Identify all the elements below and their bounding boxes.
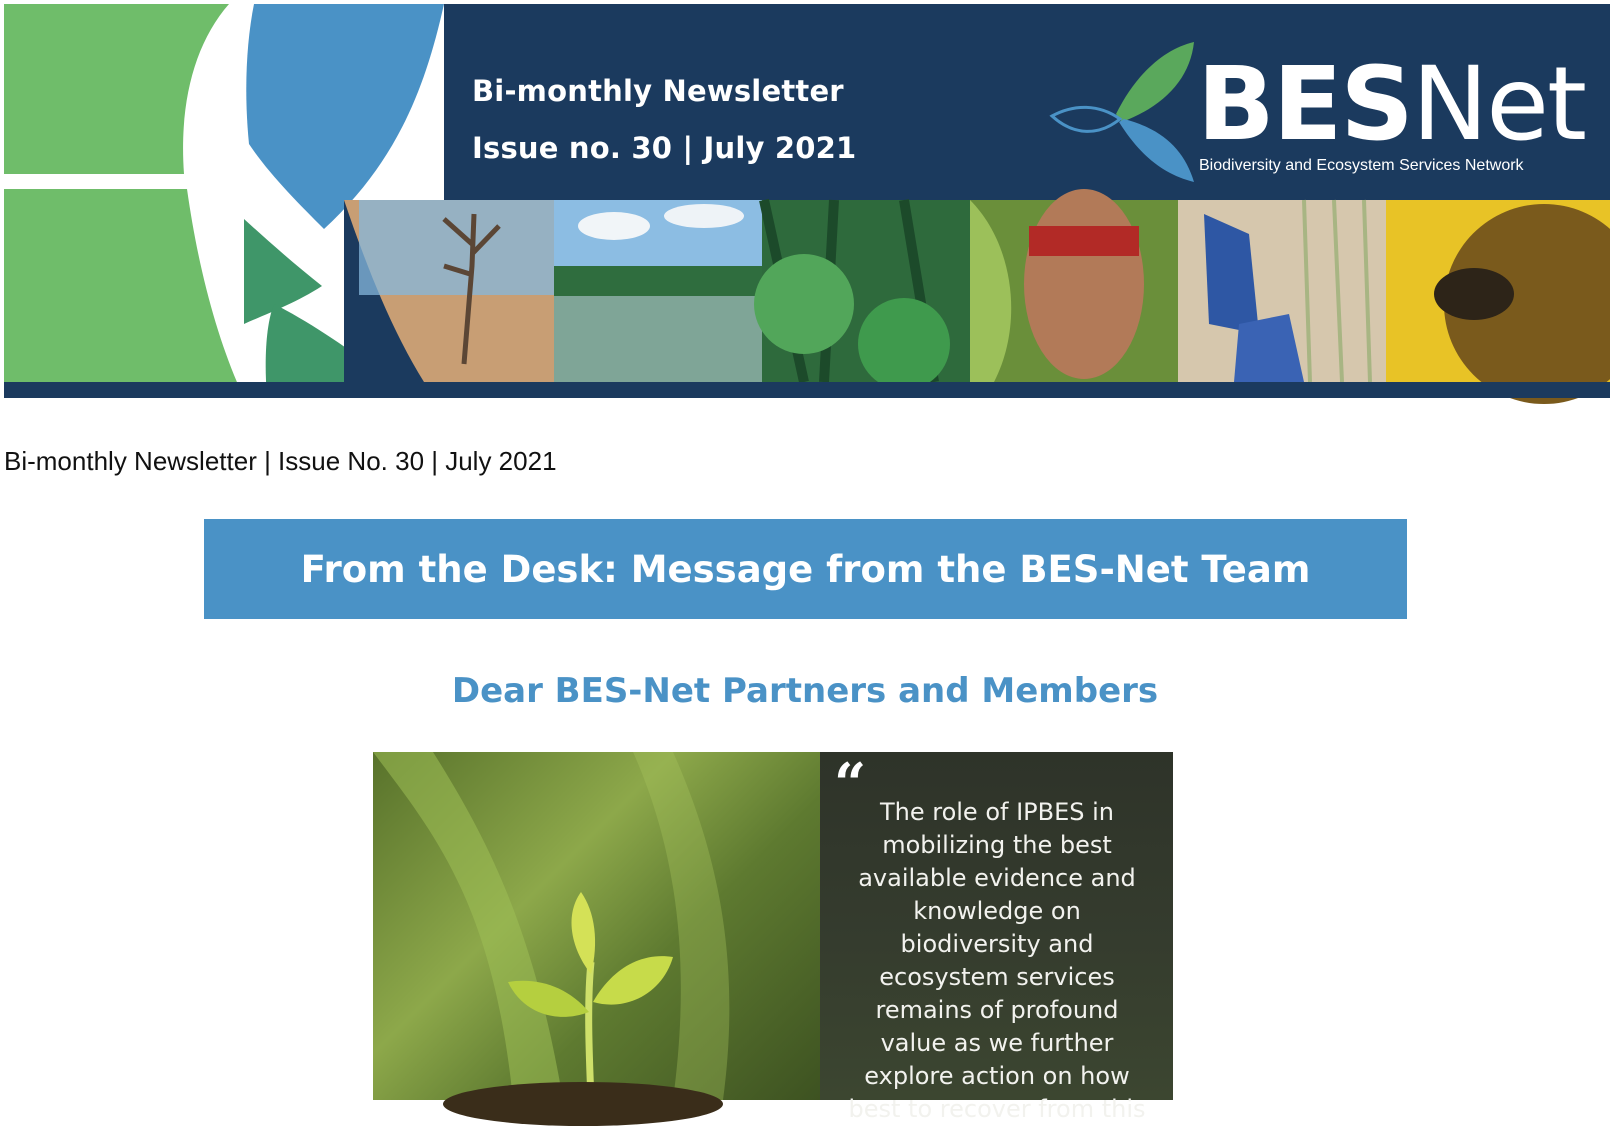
quote-line: mobilizing the best	[882, 831, 1112, 859]
quote-line: knowledge on	[913, 897, 1081, 925]
quote-line: ecosystem services	[879, 963, 1115, 991]
logo-bold-part: BES	[1197, 45, 1412, 164]
quote-line: remains of profound	[875, 996, 1119, 1024]
quote-line: best to recover from this	[848, 1095, 1146, 1123]
quote-line: value as we further	[880, 1029, 1114, 1057]
greeting-heading: Dear BES-Net Partners and Members	[451, 671, 1159, 711]
quote-line: biodiversity and	[900, 930, 1094, 958]
quote-text	[842, 796, 1152, 1126]
desk-section-header	[204, 519, 1407, 619]
newsletter-banner	[4, 4, 1610, 398]
banner-issue: Issue no. 30 | July 2021	[472, 131, 857, 165]
desk-title: From the Desk: Message from the BES-Net Team	[300, 547, 1311, 591]
quote-mark-icon: “	[834, 751, 867, 817]
seedling-photo	[373, 752, 820, 1100]
banner-title: Bi-monthly Newsletter	[472, 74, 844, 108]
quote-panel	[820, 751, 1173, 1123]
besnet-logo[interactable]	[1197, 45, 1585, 164]
quote-line: available evidence and	[858, 864, 1136, 892]
feature-quote-image[interactable]	[373, 751, 1173, 1123]
quote-line: The role of IPBES in	[879, 798, 1115, 826]
seedling-icon	[373, 752, 820, 1100]
logo-light-part: Net	[1411, 45, 1585, 164]
quote-line: explore action on how	[864, 1062, 1130, 1090]
logo-tagline: Biodiversity and Ecosystem Services Network	[1199, 157, 1524, 174]
issue-subline: Bi-monthly Newsletter | Issue No. 30 | July 2021	[4, 446, 557, 476]
